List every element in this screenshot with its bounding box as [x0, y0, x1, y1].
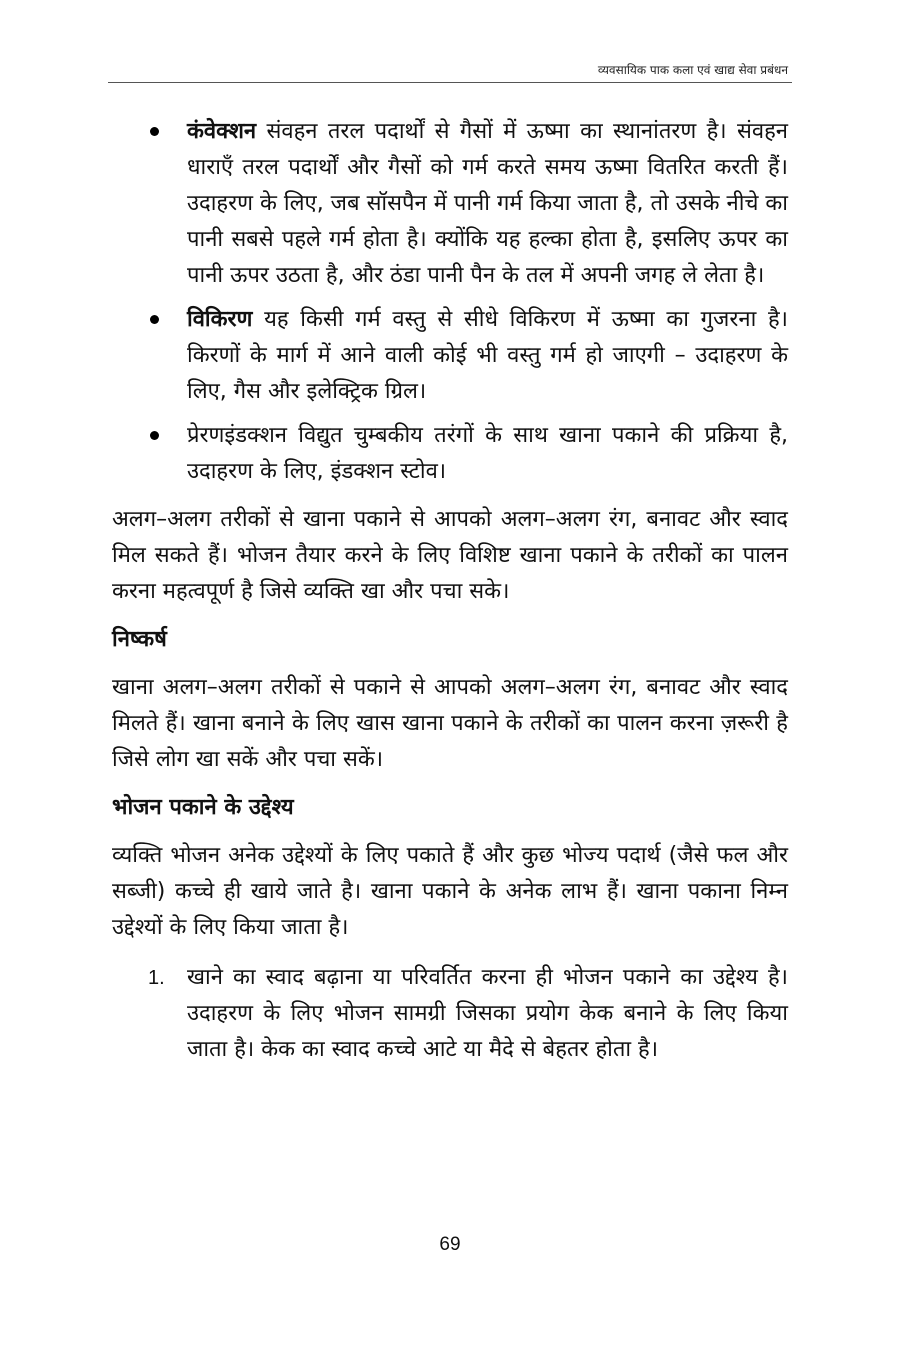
- conclusion-heading: निष्कर्ष: [112, 627, 167, 652]
- page-body: [112, 114, 788, 1068]
- convection-description: संवहन तरल पदार्थों से गैसों में ऊष्मा का स्थानांतरण है। संवहन धाराएँ तरल पदार्थों और गैसों को गर्म करते समय ऊष्मा वितरित करती हैं। उदाहरण के लिए, जब सॉसपैन में पानी गर्म किया जाता है, तो उसके नीचे का पानी सबसे पहले गर्म होता है। क्योंकि यह हल्का होता है, इसलिए ऊपर का पानी ऊपर उठता है, और ठंडा पानी पैन के तल में अपनी जगह ले लेता है।: [187, 119, 788, 288]
- numbered-item-text: खाने का स्वाद बढ़ाना या परिवर्तित करना ही भोजन पकाने का उद्देश्य है। उदाहरण के लिए भोजन सामग्री जिसका प्रयोग केक बनाने के लिए किया जाता है। केक का स्वाद कच्चे आटे या मैदे से बेहतर होता है।: [187, 965, 788, 1062]
- list-number: 1.: [148, 967, 165, 989]
- list-item-convection: [112, 114, 788, 294]
- bullet-icon: [150, 431, 159, 440]
- objectives-heading: भोजन पकाने के उद्देश्य: [112, 795, 294, 820]
- methods-summary-paragraph: अलग–अलग तरीकों से खाना पकाने से आपको अलग–अलग रंग, बनावट और स्वाद मिल सकते हैं। भोजन तैयार करने के लिए विशिष्ट खाना पकाने के तरीकों का पालन करना महत्वपूर्ण है जिसे व्यक्ति खा और पचा सके।: [112, 507, 788, 604]
- conclusion-paragraph: खाना अलग–अलग तरीकों से पकाने से आपको अलग–अलग रंग, बनावट और स्वाद मिलते हैं। खाना बनाने के लिए खास खाना पकाने के तरीकों का पालन करना ज़रूरी है जिसे लोग खा सकें और पचा सकें।: [112, 675, 788, 772]
- page-number: 69: [439, 1234, 461, 1255]
- term-radiation: विकिरण: [187, 307, 253, 332]
- term-convection: कंवेक्शन: [187, 119, 257, 144]
- bullet-icon: [150, 127, 159, 136]
- bullet-icon: [150, 315, 159, 324]
- cooking-methods-list: [112, 114, 788, 490]
- radiation-description: यह किसी गर्म वस्तु से सीधे विकिरण में ऊष्मा का गुजरना है। किरणों के मार्ग में आने वाली कोई भी वस्तु गर्म हो जाएगी – उदाहरण के लिए, गैस और इलेक्ट्रिक ग्रिल।: [187, 307, 788, 404]
- numbered-list-item: [112, 960, 788, 1068]
- header-divider: [108, 82, 792, 83]
- objectives-paragraph: व्यक्ति भोजन अनेक उद्देश्यों के लिए पकाते हैं और कुछ भोज्य पदार्थ (जैसे फल और सब्जी) कच्चे ही खाये जाते है। खाना पकाने के अनेक लाभ हैं। खाना पकाना निम्न उद्देश्यों के लिए किया जाता है।: [112, 843, 788, 940]
- running-header: व्यवसायिक पाक कला एवं खाद्य सेवा प्रबंधन: [597, 63, 788, 77]
- list-item-induction: [112, 418, 788, 490]
- list-item-radiation: [112, 302, 788, 410]
- induction-description: प्रेरणइंडक्शन विद्युत चुम्बकीय तरंगों के साथ खाना पकाने की प्रक्रिया है, उदाहरण के लिए, इंडक्शन स्टोव।: [187, 423, 788, 484]
